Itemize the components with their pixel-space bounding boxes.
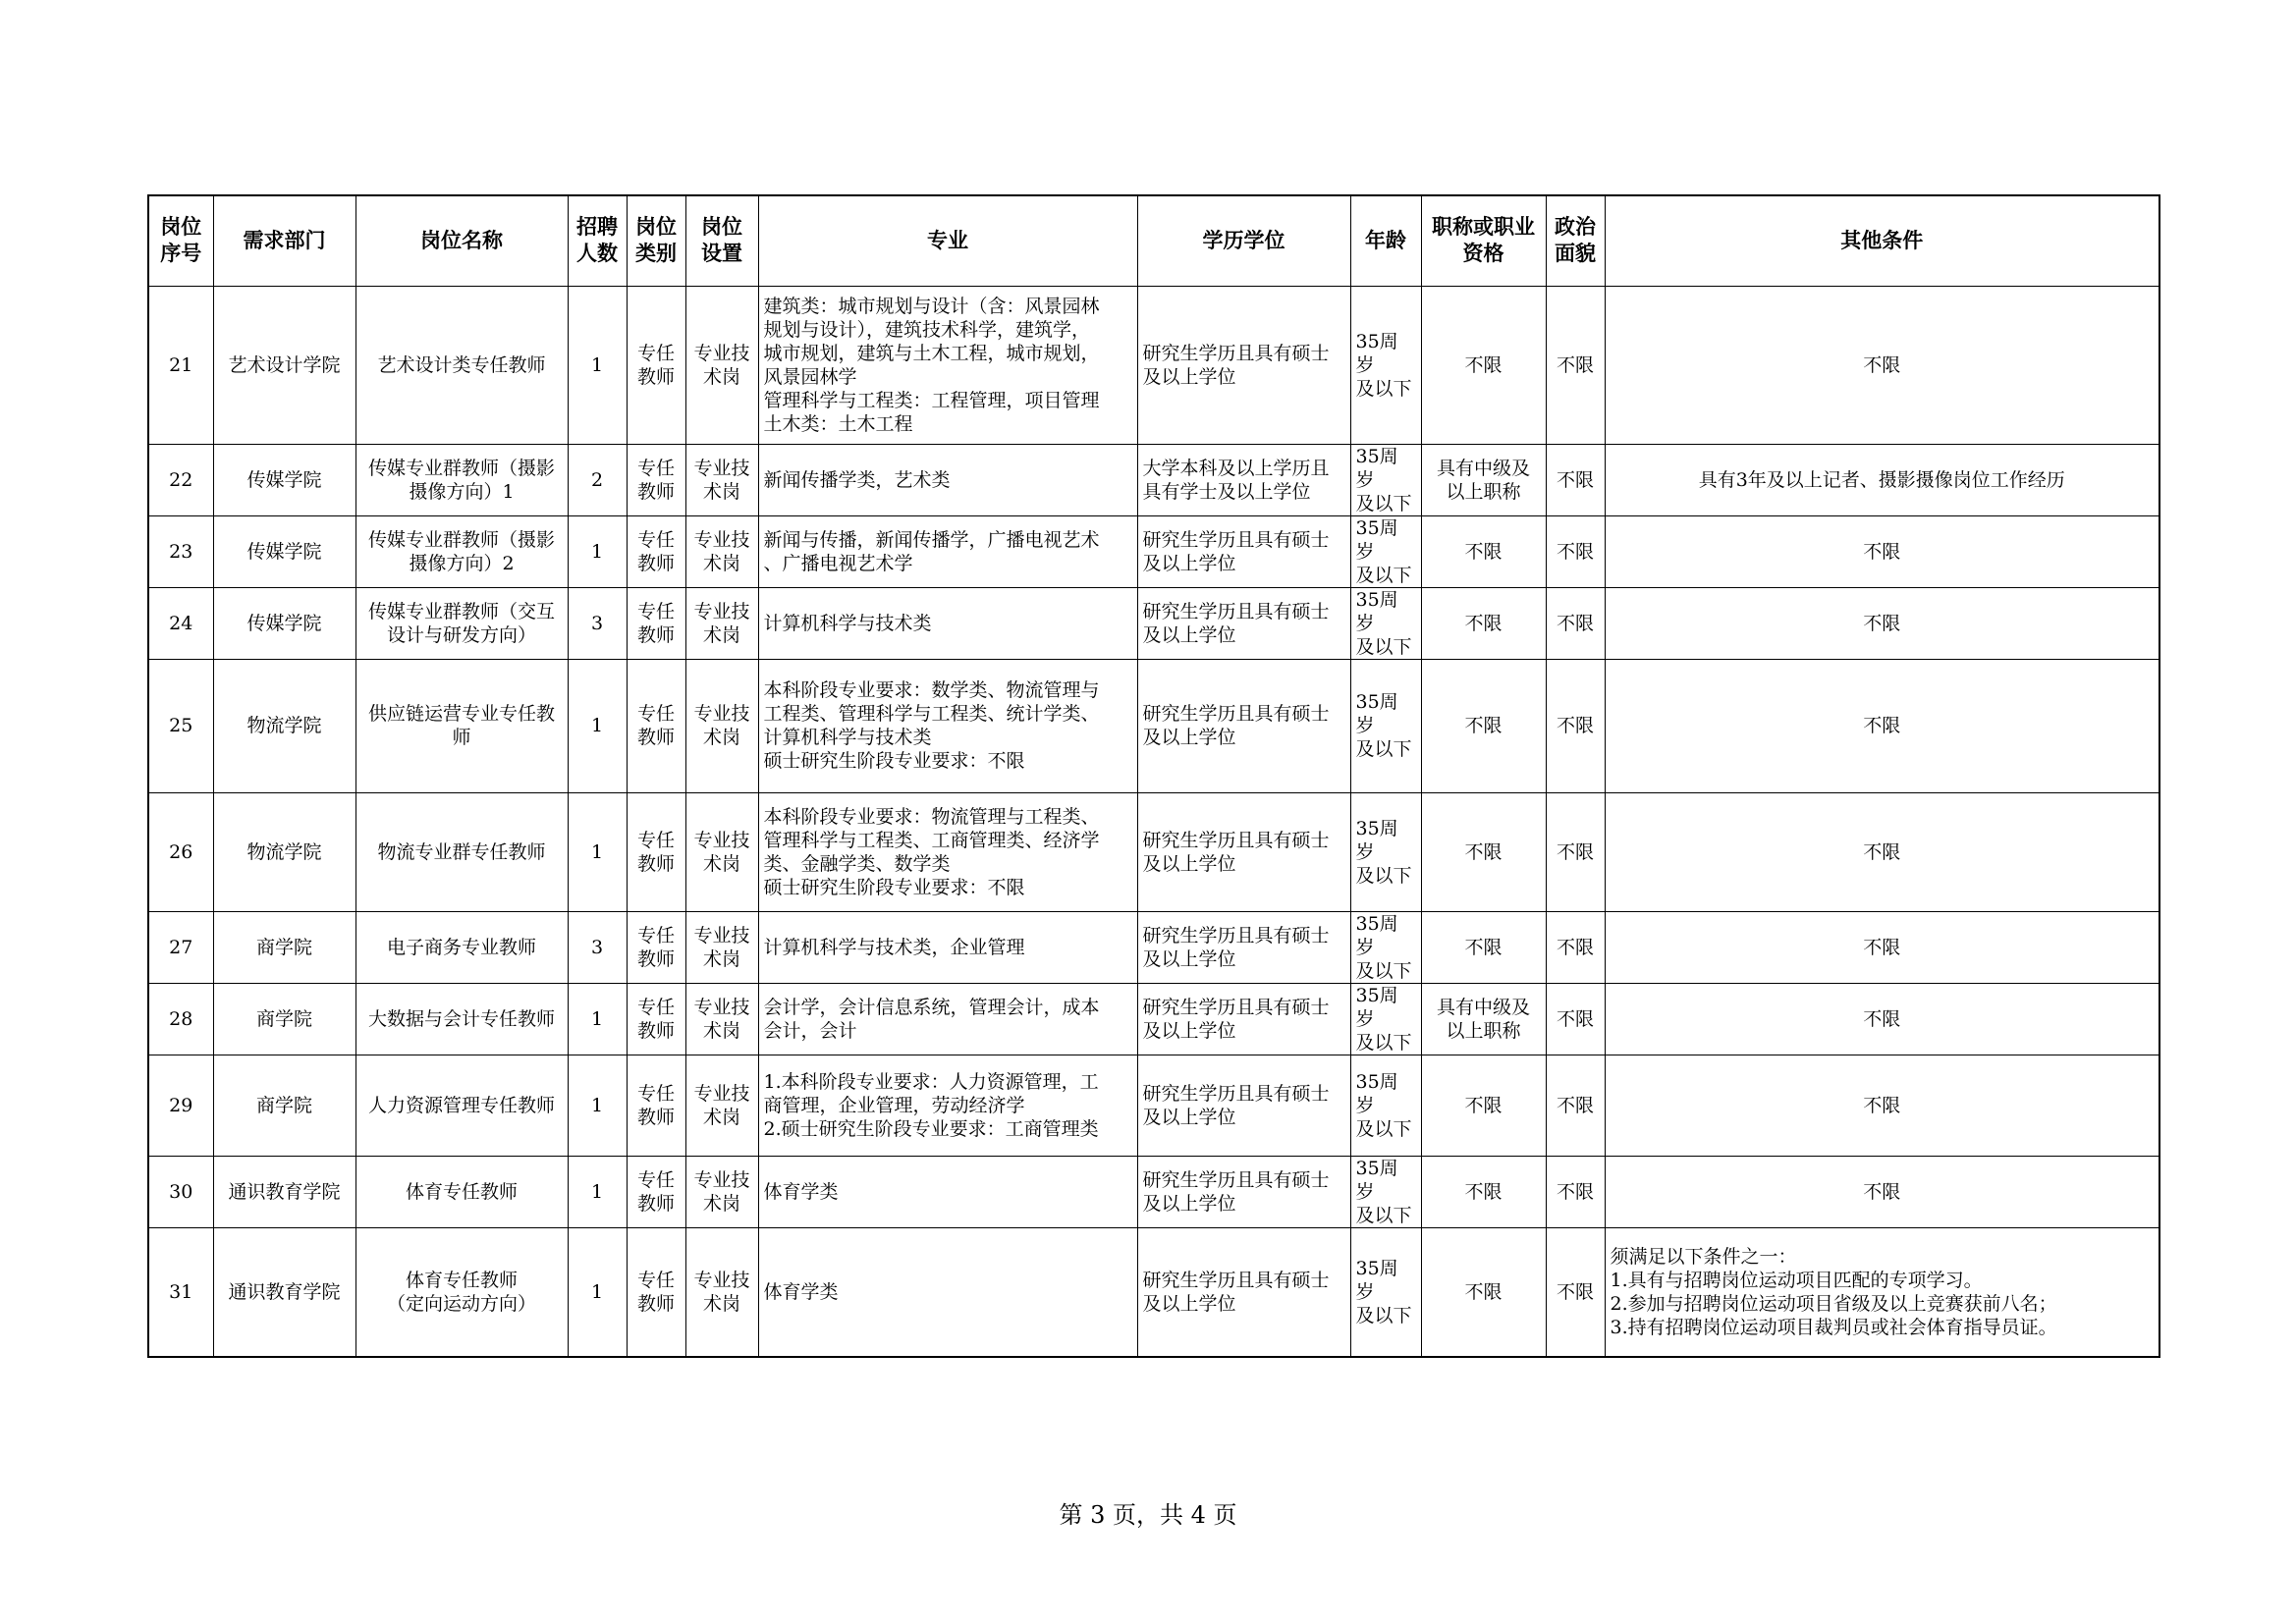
- cell-major: 体育学类: [758, 1156, 1137, 1227]
- cell-political-status: 不限: [1546, 515, 1605, 587]
- cell-education: 研究生学历且具有硕士 及以上学位: [1137, 911, 1350, 983]
- cell-position-category: 专任 教师: [627, 792, 685, 911]
- cell-headcount: 1: [568, 1156, 627, 1227]
- table-row: [148, 1156, 2159, 1227]
- header-cell-major: 专业: [758, 195, 1137, 286]
- header-cell-age: 年龄: [1350, 195, 1421, 286]
- cell-seq: 25: [148, 659, 213, 792]
- cell-age: 35周岁 及以下: [1350, 515, 1421, 587]
- cell-other-conditions: 不限: [1605, 587, 2159, 659]
- cell-political-status: 不限: [1546, 587, 1605, 659]
- cell-position-category: 专任 教师: [627, 587, 685, 659]
- cell-position-name: 艺术设计类专任教师: [355, 286, 568, 444]
- cell-other-conditions: 不限: [1605, 1055, 2159, 1156]
- cell-seq: 21: [148, 286, 213, 444]
- cell-department: 通识教育学院: [213, 1227, 355, 1357]
- cell-major: 新闻传播学类，艺术类: [758, 444, 1137, 515]
- cell-seq: 27: [148, 911, 213, 983]
- cell-education: 研究生学历且具有硕士 及以上学位: [1137, 587, 1350, 659]
- table-row: [148, 515, 2159, 587]
- cell-position-setting: 专业技 术岗: [685, 587, 758, 659]
- cell-position-name: 人力资源管理专任教师: [355, 1055, 568, 1156]
- cell-position-setting: 专业技 术岗: [685, 792, 758, 911]
- cell-position-setting: 专业技 术岗: [685, 1227, 758, 1357]
- cell-political-status: 不限: [1546, 1227, 1605, 1357]
- table-row: [148, 659, 2159, 792]
- cell-age: 35周岁 及以下: [1350, 1227, 1421, 1357]
- cell-position-category: 专任 教师: [627, 983, 685, 1055]
- header-cell-position-category: 岗位 类别: [627, 195, 685, 286]
- cell-title-qualification: 具有中级及 以上职称: [1421, 444, 1546, 515]
- cell-political-status: 不限: [1546, 1156, 1605, 1227]
- header-cell-seq: 岗位 序号: [148, 195, 213, 286]
- cell-major: 建筑类：城市规划与设计（含：风景园林 规划与设计），建筑技术科学，建筑学， 城市规划，建筑与土木工程，城市规划， 风景园林学 管理科学与工程类：工程管理，项目管理 土木类：土木工程: [758, 286, 1137, 444]
- cell-other-conditions: 不限: [1605, 1156, 2159, 1227]
- cell-title-qualification: 不限: [1421, 1156, 1546, 1227]
- cell-position-setting: 专业技 术岗: [685, 286, 758, 444]
- table-row: [148, 792, 2159, 911]
- cell-position-setting: 专业技 术岗: [685, 911, 758, 983]
- cell-title-qualification: 不限: [1421, 1055, 1546, 1156]
- cell-education: 研究生学历且具有硕士 及以上学位: [1137, 1227, 1350, 1357]
- cell-age: 35周岁 及以下: [1350, 983, 1421, 1055]
- cell-major: 1.本科阶段专业要求：人力资源管理，工 商管理，企业管理，劳动经济学 2.硕士研究生阶段专业要求：工商管理类: [758, 1055, 1137, 1156]
- header-cell-department: 需求部门: [213, 195, 355, 286]
- cell-position-name: 体育专任教师: [355, 1156, 568, 1227]
- cell-position-category: 专任 教师: [627, 286, 685, 444]
- cell-other-conditions: 不限: [1605, 515, 2159, 587]
- cell-position-name: 传媒专业群教师（摄影 摄像方向）1: [355, 444, 568, 515]
- cell-headcount: 1: [568, 1055, 627, 1156]
- cell-headcount: 3: [568, 911, 627, 983]
- cell-education: 研究生学历且具有硕士 及以上学位: [1137, 792, 1350, 911]
- table-row: [148, 911, 2159, 983]
- cell-other-conditions: 不限: [1605, 286, 2159, 444]
- cell-seq: 22: [148, 444, 213, 515]
- cell-political-status: 不限: [1546, 911, 1605, 983]
- header-cell-political-status: 政治 面貌: [1546, 195, 1605, 286]
- page-footer: 第 3 页，共 4 页: [1059, 1501, 1237, 1529]
- cell-department: 物流学院: [213, 659, 355, 792]
- table-row: [148, 286, 2159, 444]
- cell-department: 商学院: [213, 911, 355, 983]
- cell-department: 物流学院: [213, 792, 355, 911]
- cell-major: 计算机科学与技术类: [758, 587, 1137, 659]
- cell-position-setting: 专业技 术岗: [685, 1156, 758, 1227]
- cell-title-qualification: 不限: [1421, 587, 1546, 659]
- cell-headcount: 1: [568, 792, 627, 911]
- table-row: [148, 983, 2159, 1055]
- cell-political-status: 不限: [1546, 792, 1605, 911]
- cell-education: 研究生学历且具有硕士 及以上学位: [1137, 515, 1350, 587]
- cell-position-name: 物流专业群专任教师: [355, 792, 568, 911]
- cell-position-setting: 专业技 术岗: [685, 1055, 758, 1156]
- cell-education: 大学本科及以上学历且 具有学士及以上学位: [1137, 444, 1350, 515]
- cell-political-status: 不限: [1546, 1055, 1605, 1156]
- cell-title-qualification: 具有中级及 以上职称: [1421, 983, 1546, 1055]
- table-row: [148, 1055, 2159, 1156]
- table-row: [148, 587, 2159, 659]
- recruitment-table: [147, 194, 2160, 1358]
- cell-position-setting: 专业技 术岗: [685, 444, 758, 515]
- cell-position-category: 专任 教师: [627, 1227, 685, 1357]
- cell-department: 商学院: [213, 983, 355, 1055]
- cell-age: 35周岁 及以下: [1350, 587, 1421, 659]
- cell-age: 35周岁 及以下: [1350, 911, 1421, 983]
- header-cell-education: 学历学位: [1137, 195, 1350, 286]
- cell-title-qualification: 不限: [1421, 659, 1546, 792]
- cell-position-setting: 专业技 术岗: [685, 983, 758, 1055]
- cell-position-category: 专任 教师: [627, 911, 685, 983]
- cell-seq: 30: [148, 1156, 213, 1227]
- cell-other-conditions: 须满足以下条件之一： 1.具有与招聘岗位运动项目匹配的专项学习。 2.参加与招聘岗位运动项目省级及以上竞赛获前八名； 3.持有招聘岗位运动项目裁判员或社会体育指导员证。: [1605, 1227, 2159, 1357]
- cell-position-name: 体育专任教师 （定向运动方向）: [355, 1227, 568, 1357]
- cell-position-category: 专任 教师: [627, 659, 685, 792]
- cell-position-setting: 专业技 术岗: [685, 659, 758, 792]
- cell-age: 35周岁 及以下: [1350, 1156, 1421, 1227]
- cell-department: 传媒学院: [213, 587, 355, 659]
- cell-other-conditions: 不限: [1605, 792, 2159, 911]
- cell-age: 35周岁 及以下: [1350, 286, 1421, 444]
- cell-headcount: 1: [568, 1227, 627, 1357]
- cell-education: 研究生学历且具有硕士 及以上学位: [1137, 983, 1350, 1055]
- cell-headcount: 1: [568, 659, 627, 792]
- cell-education: 研究生学历且具有硕士 及以上学位: [1137, 286, 1350, 444]
- table-row: [148, 444, 2159, 515]
- cell-education: 研究生学历且具有硕士 及以上学位: [1137, 659, 1350, 792]
- cell-age: 35周岁 及以下: [1350, 1055, 1421, 1156]
- cell-position-category: 专任 教师: [627, 1156, 685, 1227]
- cell-other-conditions: 不限: [1605, 659, 2159, 792]
- header-cell-other-conditions: 其他条件: [1605, 195, 2159, 286]
- cell-position-name: 传媒专业群教师（交互 设计与研发方向）: [355, 587, 568, 659]
- cell-seq: 28: [148, 983, 213, 1055]
- cell-other-conditions: 不限: [1605, 911, 2159, 983]
- cell-headcount: 2: [568, 444, 627, 515]
- cell-department: 传媒学院: [213, 515, 355, 587]
- cell-education: 研究生学历且具有硕士 及以上学位: [1137, 1156, 1350, 1227]
- header-cell-headcount: 招聘 人数: [568, 195, 627, 286]
- cell-political-status: 不限: [1546, 444, 1605, 515]
- cell-title-qualification: 不限: [1421, 911, 1546, 983]
- cell-title-qualification: 不限: [1421, 1227, 1546, 1357]
- cell-major: 本科阶段专业要求：数学类、物流管理与 工程类、管理科学与工程类、统计学类、 计算机科学与技术类 硕士研究生阶段专业要求：不限: [758, 659, 1137, 792]
- cell-major: 计算机科学与技术类，企业管理: [758, 911, 1137, 983]
- cell-department: 艺术设计学院: [213, 286, 355, 444]
- cell-position-name: 电子商务专业教师: [355, 911, 568, 983]
- header-row: [148, 195, 2159, 286]
- cell-political-status: 不限: [1546, 659, 1605, 792]
- cell-position-name: 供应链运营专业专任教 师: [355, 659, 568, 792]
- cell-department: 商学院: [213, 1055, 355, 1156]
- cell-seq: 23: [148, 515, 213, 587]
- cell-department: 传媒学院: [213, 444, 355, 515]
- header-cell-position-setting: 岗位 设置: [685, 195, 758, 286]
- cell-title-qualification: 不限: [1421, 515, 1546, 587]
- cell-seq: 31: [148, 1227, 213, 1357]
- cell-position-category: 专任 教师: [627, 1055, 685, 1156]
- cell-major: 会计学，会计信息系统，管理会计，成本 会计，会计: [758, 983, 1137, 1055]
- cell-other-conditions: 不限: [1605, 983, 2159, 1055]
- cell-department: 通识教育学院: [213, 1156, 355, 1227]
- cell-seq: 26: [148, 792, 213, 911]
- cell-other-conditions: 具有3年及以上记者、摄影摄像岗位工作经历: [1605, 444, 2159, 515]
- cell-major: 体育学类: [758, 1227, 1137, 1357]
- header-cell-title-qualification: 职称或职业 资格: [1421, 195, 1546, 286]
- table-row: [148, 1227, 2159, 1357]
- cell-major: 本科阶段专业要求：物流管理与工程类、 管理科学与工程类、工商管理类、经济学 类、金融学类、数学类 硕士研究生阶段专业要求：不限: [758, 792, 1137, 911]
- cell-position-name: 传媒专业群教师（摄影 摄像方向）2: [355, 515, 568, 587]
- header-cell-position-name: 岗位名称: [355, 195, 568, 286]
- cell-political-status: 不限: [1546, 983, 1605, 1055]
- cell-headcount: 1: [568, 515, 627, 587]
- cell-age: 35周岁 及以下: [1350, 444, 1421, 515]
- cell-headcount: 3: [568, 587, 627, 659]
- cell-age: 35周岁 及以下: [1350, 792, 1421, 911]
- cell-position-name: 大数据与会计专任教师: [355, 983, 568, 1055]
- cell-seq: 24: [148, 587, 213, 659]
- cell-title-qualification: 不限: [1421, 792, 1546, 911]
- cell-age: 35周岁 及以下: [1350, 659, 1421, 792]
- cell-headcount: 1: [568, 983, 627, 1055]
- cell-headcount: 1: [568, 286, 627, 444]
- cell-seq: 29: [148, 1055, 213, 1156]
- cell-major: 新闻与传播，新闻传播学，广播电视艺术 、广播电视艺术学: [758, 515, 1137, 587]
- cell-position-setting: 专业技 术岗: [685, 515, 758, 587]
- cell-position-category: 专任 教师: [627, 515, 685, 587]
- cell-political-status: 不限: [1546, 286, 1605, 444]
- cell-education: 研究生学历且具有硕士 及以上学位: [1137, 1055, 1350, 1156]
- cell-position-category: 专任 教师: [627, 444, 685, 515]
- cell-title-qualification: 不限: [1421, 286, 1546, 444]
